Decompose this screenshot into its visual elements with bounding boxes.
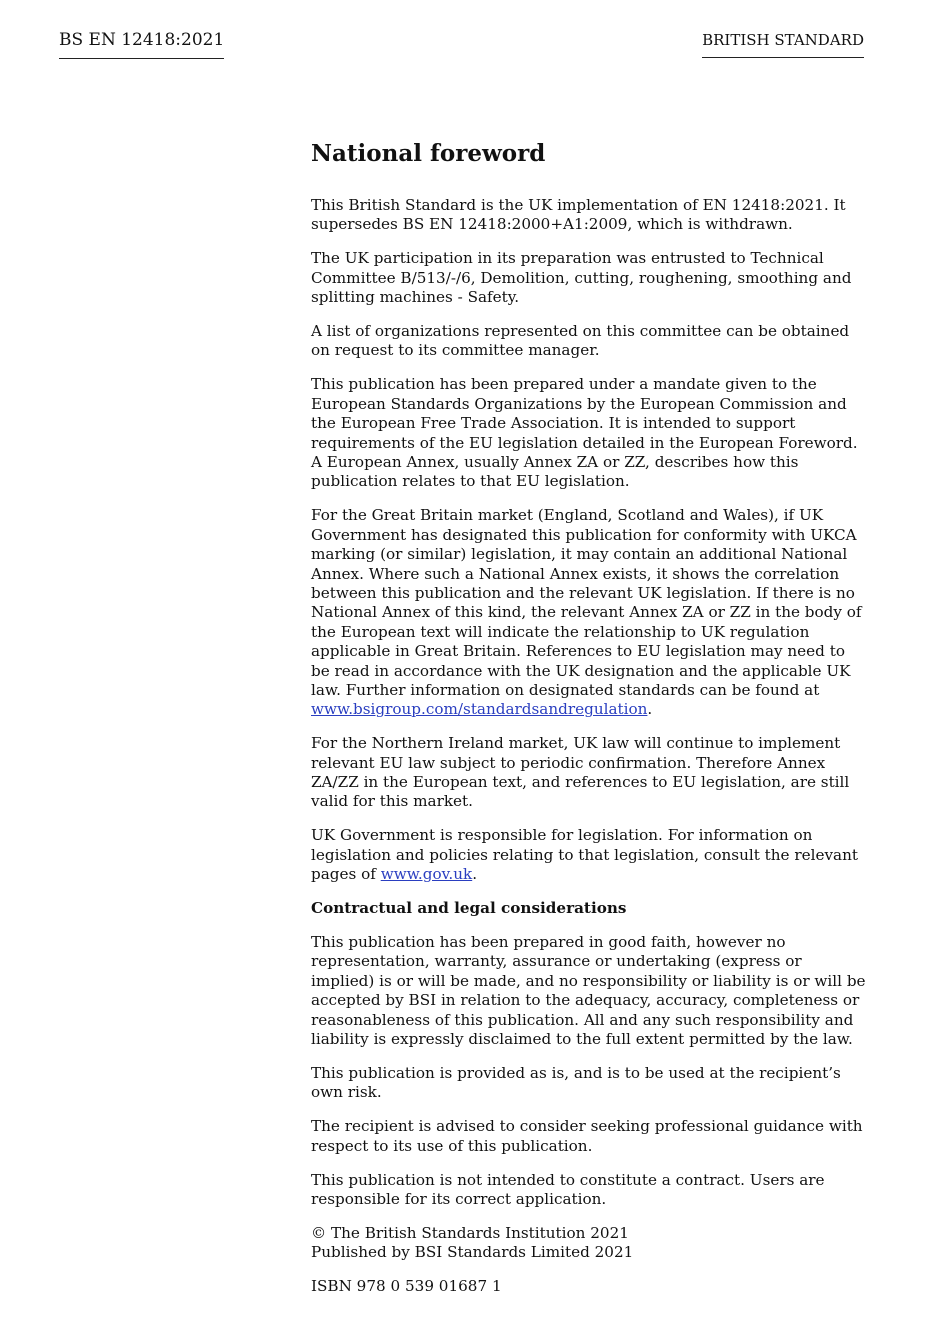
standard-code: BS EN 12418:2021 — [59, 30, 224, 59]
copyright-block — [311, 1224, 867, 1263]
paragraph-legislation-text: UK Government is responsible for legislation. For information on legislation and policies relating to that legislation, consult the relevant pages of — [311, 826, 858, 884]
paragraph-as-is: This publication is provided as is, and is to be used at the recipient’s own risk. — [311, 1063, 841, 1102]
paragraph-great-britain-end: . — [647, 700, 653, 719]
foreword-content — [311, 138, 867, 1311]
contractual-heading: Contractual and legal considerations — [311, 899, 627, 918]
paragraph-legislation-end: . — [472, 865, 478, 884]
paragraph-great-britain — [311, 506, 867, 719]
paragraph-committee: The UK participation in its preparation was entrusted to Technical Committee B/513/-/6, Demolition, cutting, roughening, smoothing and splitting machines - Safety. — [311, 249, 852, 307]
paragraph-great-britain-text: For the Great Britain market (England, Scotland and Wales), if UK Government has designated this publication for conformity with UKCA marking (or similar) legislation, it may contain an additional National Annex. Where such a National Annex exists, it shows the correlation between this publication and the relevant UK legislation. If there is no National Annex of this kind, the relevant Annex ZA or ZZ in the body of the European text will indicate the relationship to UK regulation applicable in Great Britain. References to EU legislation may need to be read in accordance with the UK designation and the applicable UK law. Further information on designated standards can be found at — [311, 506, 862, 699]
paragraph-guidance: The recipient is advised to consider seeking professional guidance with respect to its use of this publication. — [311, 1117, 863, 1155]
page-title: National foreword — [311, 140, 546, 167]
copyright-line: © The British Standards Institution 2021 — [311, 1223, 629, 1242]
document-type: BRITISH STANDARD — [702, 31, 864, 58]
bsigroup-link[interactable]: www.bsigroup.com/standardsandregulation — [311, 700, 648, 719]
paragraph-not-contract: This publication is not intended to constitute a contract. Users are responsible for its correct application. — [311, 1170, 825, 1208]
paragraph-organizations: A list of organizations represented on this committee can be obtained on request to its committee manager. — [311, 322, 850, 360]
paragraph-legislation — [311, 826, 867, 884]
paragraph-mandate: This publication has been prepared under a mandate given to the European Standards Organizations by the European Commission and the European Free Trade Association. It is intended to support requirements of the EU legislation detailed in the European Foreword. A European Annex, usually Annex ZA or ZZ, describes how this publication relates to that EU legislation. — [311, 375, 858, 491]
gov-uk-link[interactable]: www.gov.uk — [380, 865, 473, 884]
publisher-line: Published by BSI Standards Limited 2021 — [311, 1243, 634, 1262]
isbn: ISBN 978 0 539 01687 1 — [311, 1277, 502, 1296]
paragraph-good-faith: This publication has been prepared in good faith, however no representation, warranty, assurance or undertaking (express or implied) is or will be made, and no responsibility or liability is or will be accepted by BSI in relation to the adequacy, accuracy, completeness or reasonableness of this publication. All and any such responsibility and liability is expressly disclaimed to the full extent permitted by the law. — [311, 933, 866, 1049]
paragraph-implementation: This British Standard is the UK implementation of EN 12418:2021. It supersedes BS EN 12418:2000+A1:2009, which is withdrawn. — [311, 196, 846, 234]
paragraph-northern-ireland: For the Northern Ireland market, UK law will continue to implement relevant EU law subject to periodic confirmation. Therefore Annex ZA/ZZ in the European text, and references to EU legislation, are still valid for this market. — [311, 734, 850, 811]
